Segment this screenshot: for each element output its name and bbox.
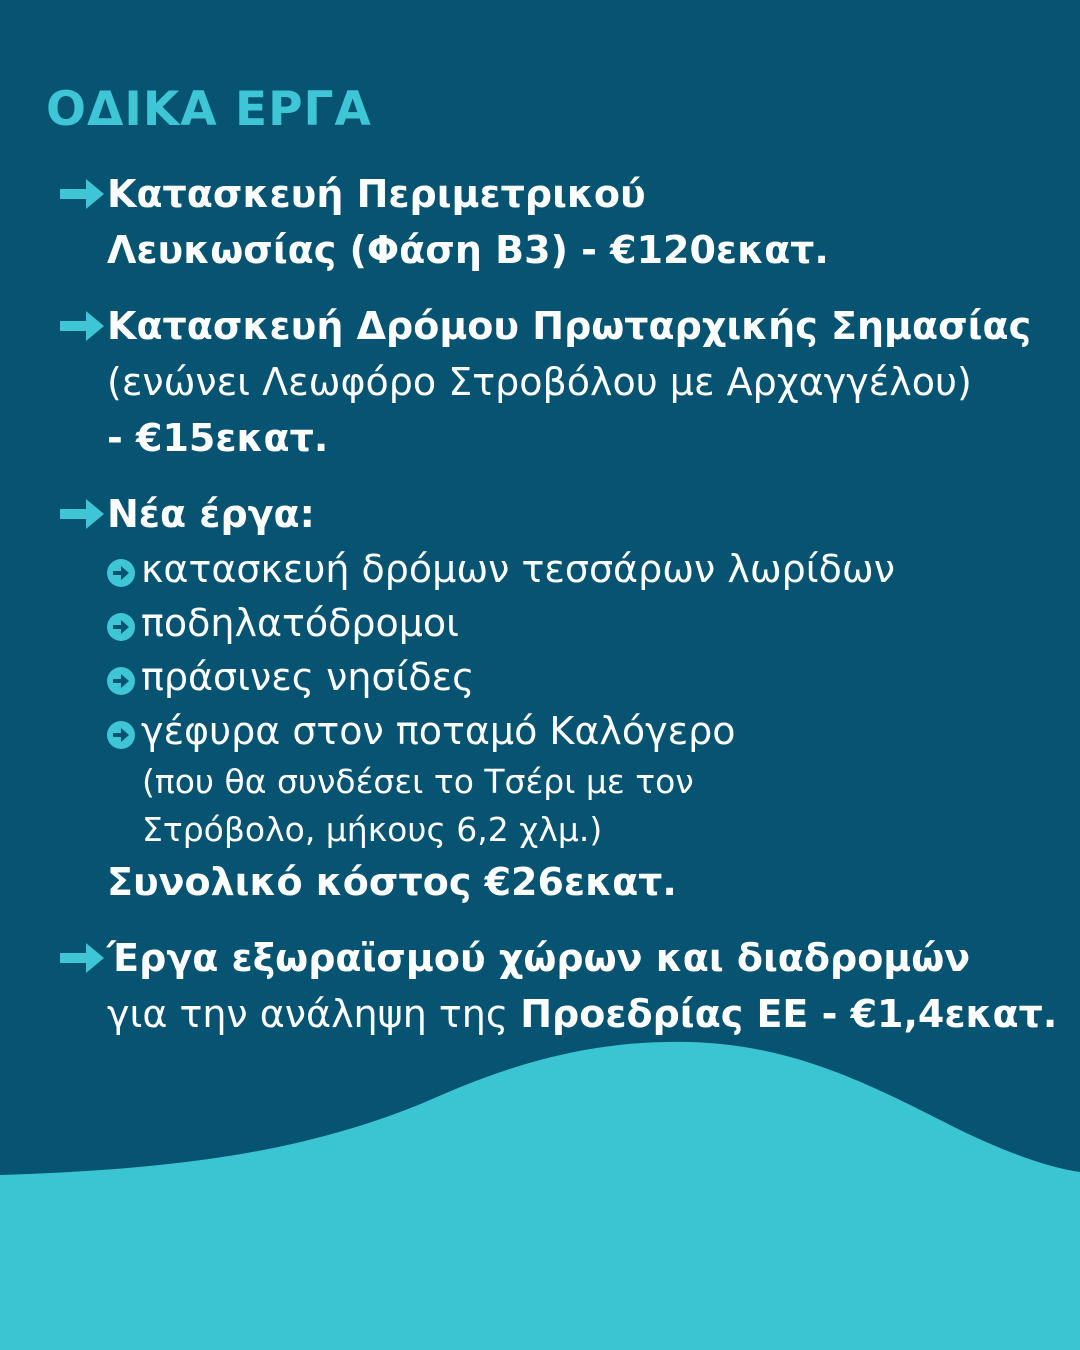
sub-item-note: Στρόβολο, μήκους 6,2 χλμ.) — [142, 810, 603, 849]
arrow-right-icon — [58, 938, 106, 978]
list-item-new-projects — [58, 486, 1068, 910]
sub-item — [106, 704, 1068, 758]
sub-item — [106, 596, 1068, 650]
sub-item-label: ποδηλατόδρομοι — [141, 601, 460, 645]
item-line: Κατασκευή Περιμετρικού — [107, 172, 646, 216]
circle-arrow-icon — [106, 720, 136, 750]
decorative-wave — [0, 1030, 1080, 1350]
item-line-bold: Προεδρίας ΕΕ - €1,4εκατ. — [520, 992, 1058, 1036]
item-line: - €15εκατ. — [107, 416, 329, 460]
item-line: Λευκωσίας (Φάση Β3) - €120εκατ. — [107, 228, 829, 272]
sub-item — [106, 542, 1068, 596]
list-item-eu-presidency — [58, 930, 1068, 1042]
arrow-right-icon — [58, 174, 106, 214]
item-line: Έργα εξωραϊσμού χώρων και διαδρομών — [107, 936, 971, 980]
item-line: (ενώνει Λεωφόρο Στροβόλου με Αρχαγγέλου) — [107, 360, 972, 404]
item-line: Κατασκευή Δρόμου Πρωταρχικής Σημασίας — [107, 304, 1032, 348]
circle-arrow-icon — [106, 558, 136, 588]
arrow-right-icon — [58, 306, 106, 346]
circle-arrow-icon — [106, 666, 136, 696]
sub-item-label: γέφυρα στον ποταμό Καλόγερο — [141, 709, 736, 753]
item-line-prefix: για την ανάληψη της — [107, 992, 521, 1036]
total-cost: Συνολικό κόστος €26εκατ. — [107, 860, 677, 904]
sub-item-note: (που θα συνδέσει το Τσέρι με τον — [142, 762, 694, 801]
sub-item-label: πράσινες νησίδες — [141, 655, 475, 699]
arrow-right-icon — [58, 494, 106, 534]
list-item-perimetric — [58, 166, 1068, 278]
list-item-primary-road — [58, 298, 1068, 466]
item-heading: Νέα έργα: — [107, 492, 315, 536]
sub-item — [106, 650, 1068, 704]
circle-arrow-icon — [106, 612, 136, 642]
sub-item-label: κατασκευή δρόμων τεσσάρων λωρίδων — [141, 547, 895, 591]
page-title: ΟΔΙΚΑ ΕΡΓΑ — [46, 82, 372, 137]
